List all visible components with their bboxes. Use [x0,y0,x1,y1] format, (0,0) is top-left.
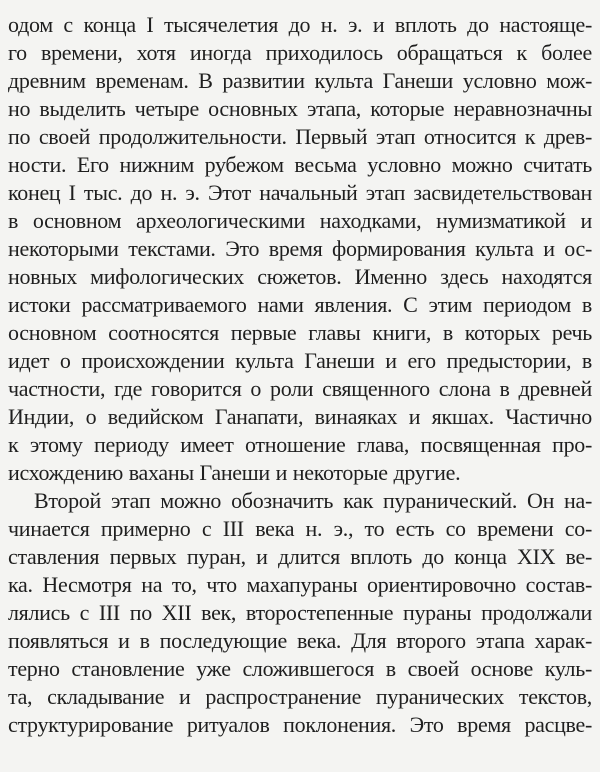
text-line: лялись с III по XII век, второстепенные пураны продолжали [8,600,592,625]
text-line: терно становление уже сложившегося в своей основе куль- [8,656,592,681]
text-line: появляться и в последующие века. Для второго этапа харак- [8,628,592,653]
text-line: частности, где говорится о роли священного слона в древней [8,376,592,401]
text-line: та, складывание и распространение пуранических текстов, [8,684,592,709]
text-line: основном соотносятся первые главы книги, в которых речь [8,320,592,345]
text-line: одом с конца I тысячелетия до н. э. и вплоть до настояще- [8,12,592,37]
text-block [8,11,592,739]
text-line: Второй этап можно обозначить как пуранический. Он на- [34,488,592,513]
text-line: идет о происхождении культа Ганеши и его предыстории, в [8,348,592,373]
text-line: к этому периоду имеет отношение глава, посвященная про- [8,432,592,457]
text-line: некоторыми текстами. Это время формирования культа и ос- [8,236,592,261]
text-line: го времени, хотя иногда приходилось обращаться к более [8,40,592,65]
text-line: ка. Несмотря на то, что махапураны ориентировочно состав- [8,572,592,597]
text-line: конец I тыс. до н. э. Этот начальный этап засвидетельствован [8,180,592,205]
text-line: структурирование ритуалов поклонения. Это время расцве- [8,712,592,737]
text-line: в основном археологическими находками, нумизматикой и [8,208,592,233]
text-line: истоки рассматриваемого нами явления. С этим периодом в [8,292,592,317]
text-line: ставления первых пуран, и длится вплоть до конца XIX ве- [8,544,592,569]
text-line: новных мифологических сюжетов. Именно здесь находятся [8,264,592,289]
text-line: Индии, о ведийском Ганапати, винаяках и якшах. Частично [8,404,592,429]
text-line: чинается примерно с III века н. э., то есть со времени со- [8,516,592,541]
text-line: ности. Его нижним рубежом весьма условно можно считать [8,152,592,177]
text-line: по своей продолжительности. Первый этап относится к древ- [8,124,592,149]
text-line: древним временам. В развитии культа Ганеши условно мож- [8,68,592,93]
text-line: но выделить четыре основных этапа, которые неравнозначны [8,96,592,121]
text-line: исхождению ваханы Ганеши и некоторые другие. [8,460,461,485]
